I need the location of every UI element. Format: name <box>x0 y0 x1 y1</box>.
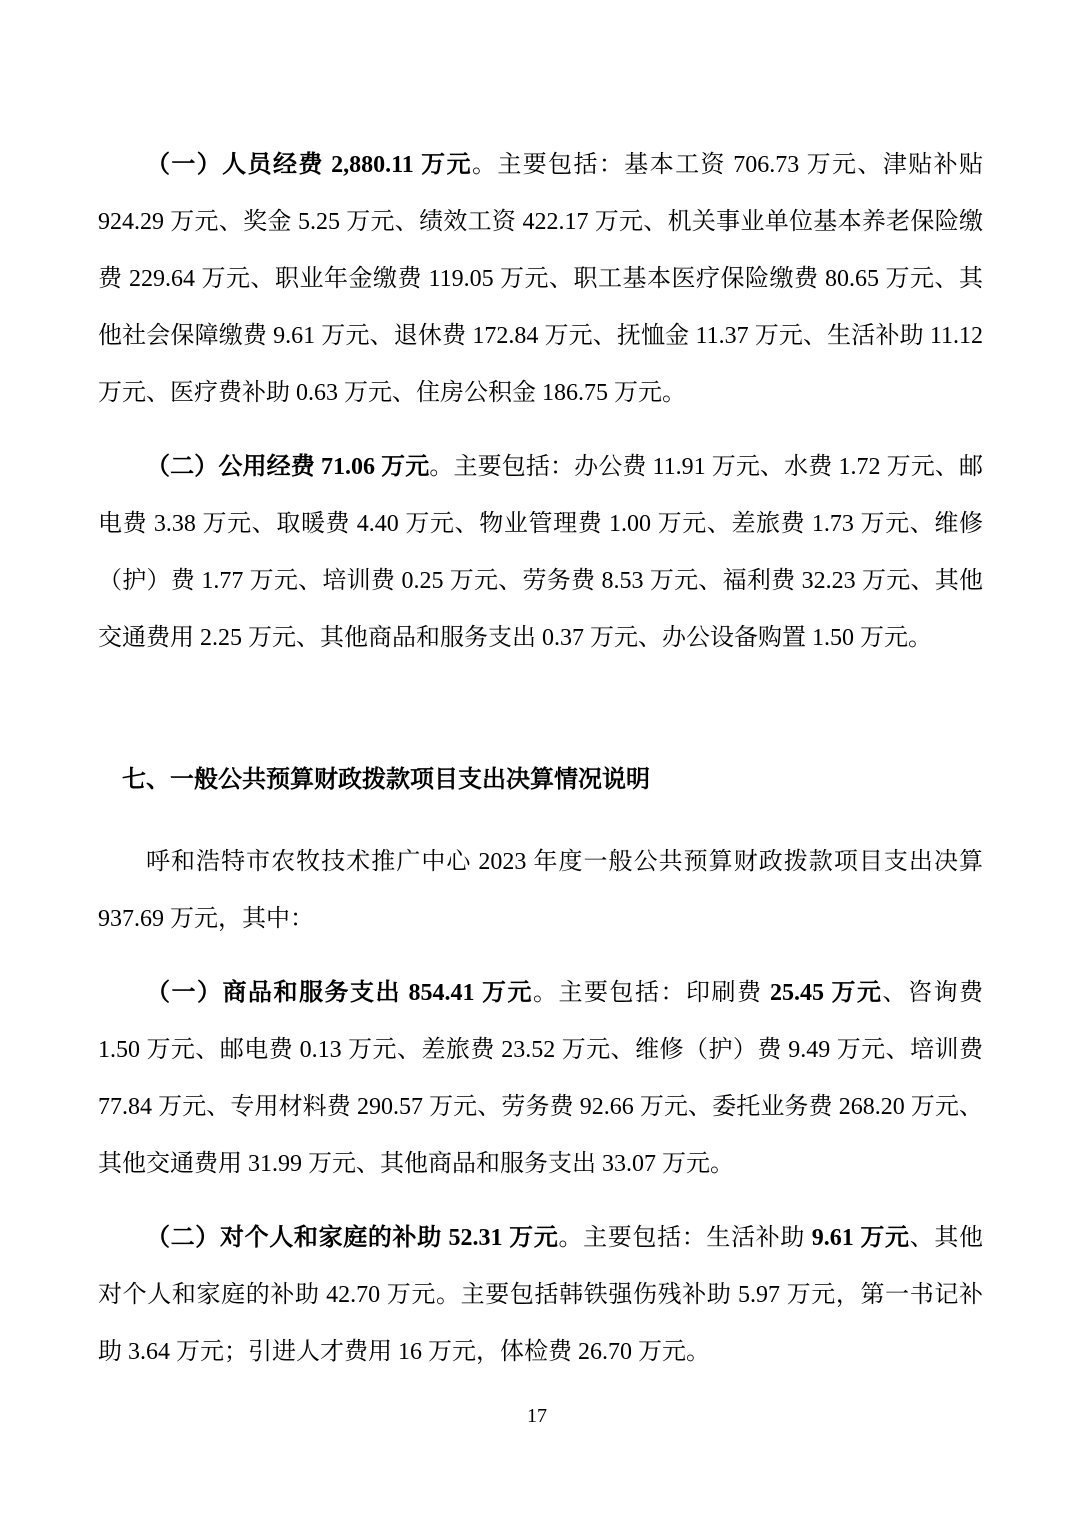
paragraph-lead-individual-family: （二）对个人和家庭的补助 52.31 万元 <box>146 1225 559 1251</box>
paragraph-individual-family-subsidy <box>98 1210 983 1381</box>
paragraph-body-intro: 呼和浩特市农牧技术推广中心 2023 年度一般公共预算财政拨款项目支出决算 937.69 万元，其中： <box>98 849 983 932</box>
paragraph-lead-personnel: （一）人员经费 2,880.11 万元 <box>146 152 472 178</box>
paragraph-mid-individual-family: 。主要包括：生活补助 <box>558 1225 812 1251</box>
paragraph-lead-goods-services: （一）商品和服务支出 854.41 万元 <box>146 980 533 1006</box>
paragraph-mid-goods-services: 。主要包括：印刷费 <box>533 980 770 1006</box>
paragraph-section-intro <box>98 834 983 948</box>
paragraph-lead-public-funds: （二）公用经费 71.06 万元 <box>146 454 430 480</box>
paragraph-body-personnel: 。主要包括：基本工资 706.73 万元、津贴补贴 924.29 万元、奖金 5.25 万元、绩效工资 422.17 万元、机关事业单位基本养老保险缴费 229.64 万元、职业年金缴费 119.05 万元、职工基本医疗保险缴费 80.65 万元、其他社会保障缴费 9.61 万元、退休费 172.84 万元、抚恤金 11.37 万元、生活补助 11.12 万元、医疗费补助 0.63 万元、住房公积金 186.75 万元。 <box>98 152 983 406</box>
bold-amount-living-subsidy: 9.61 万元 <box>811 1225 910 1251</box>
paragraph-body-public-funds: 。主要包括：办公费 11.91 万元、水费 1.72 万元、邮电费 3.38 万元、取暖费 4.40 万元、物业管理费 1.00 万元、差旅费 1.73 万元、维修（护）费 1.77 万元、培训费 0.25 万元、劳务费 8.53 万元、福利费 32.23 万元、其他交通费用 2.25 万元、其他商品和服务支出 0.37 万元、办公设备购置 1.50 万元。 <box>98 454 984 651</box>
paragraph-personnel-expenses <box>98 137 983 422</box>
paragraph-body-goods-services: 、咨询费 1.50 万元、邮电费 0.13 万元、差旅费 23.52 万元、维修（护）费 9.49 万元、培训费 77.84 万元、专用材料费 290.57 万元、劳务费 92.66 万元、委托业务费 268.20 万元、其他交通费用 31.99 万元、其他商品和服务支出 33.07 万元。 <box>98 980 983 1177</box>
bold-amount-printing-fee: 25.45 万元 <box>770 980 883 1006</box>
section-seven-heading: 七、一般公共预算财政拨款项目支出决算情况说明 <box>122 765 650 793</box>
paragraph-body-individual-family: 、其他对个人和家庭的补助 42.70 万元。主要包括韩铁强伤残补助 5.97 万元，第一书记补助 3.64 万元；引进人才费用 16 万元，体检费 26.70 万元。 <box>98 1225 983 1365</box>
paragraph-public-funds <box>98 439 983 667</box>
page-number: 17 <box>527 1405 547 1427</box>
paragraph-goods-services <box>98 965 983 1193</box>
